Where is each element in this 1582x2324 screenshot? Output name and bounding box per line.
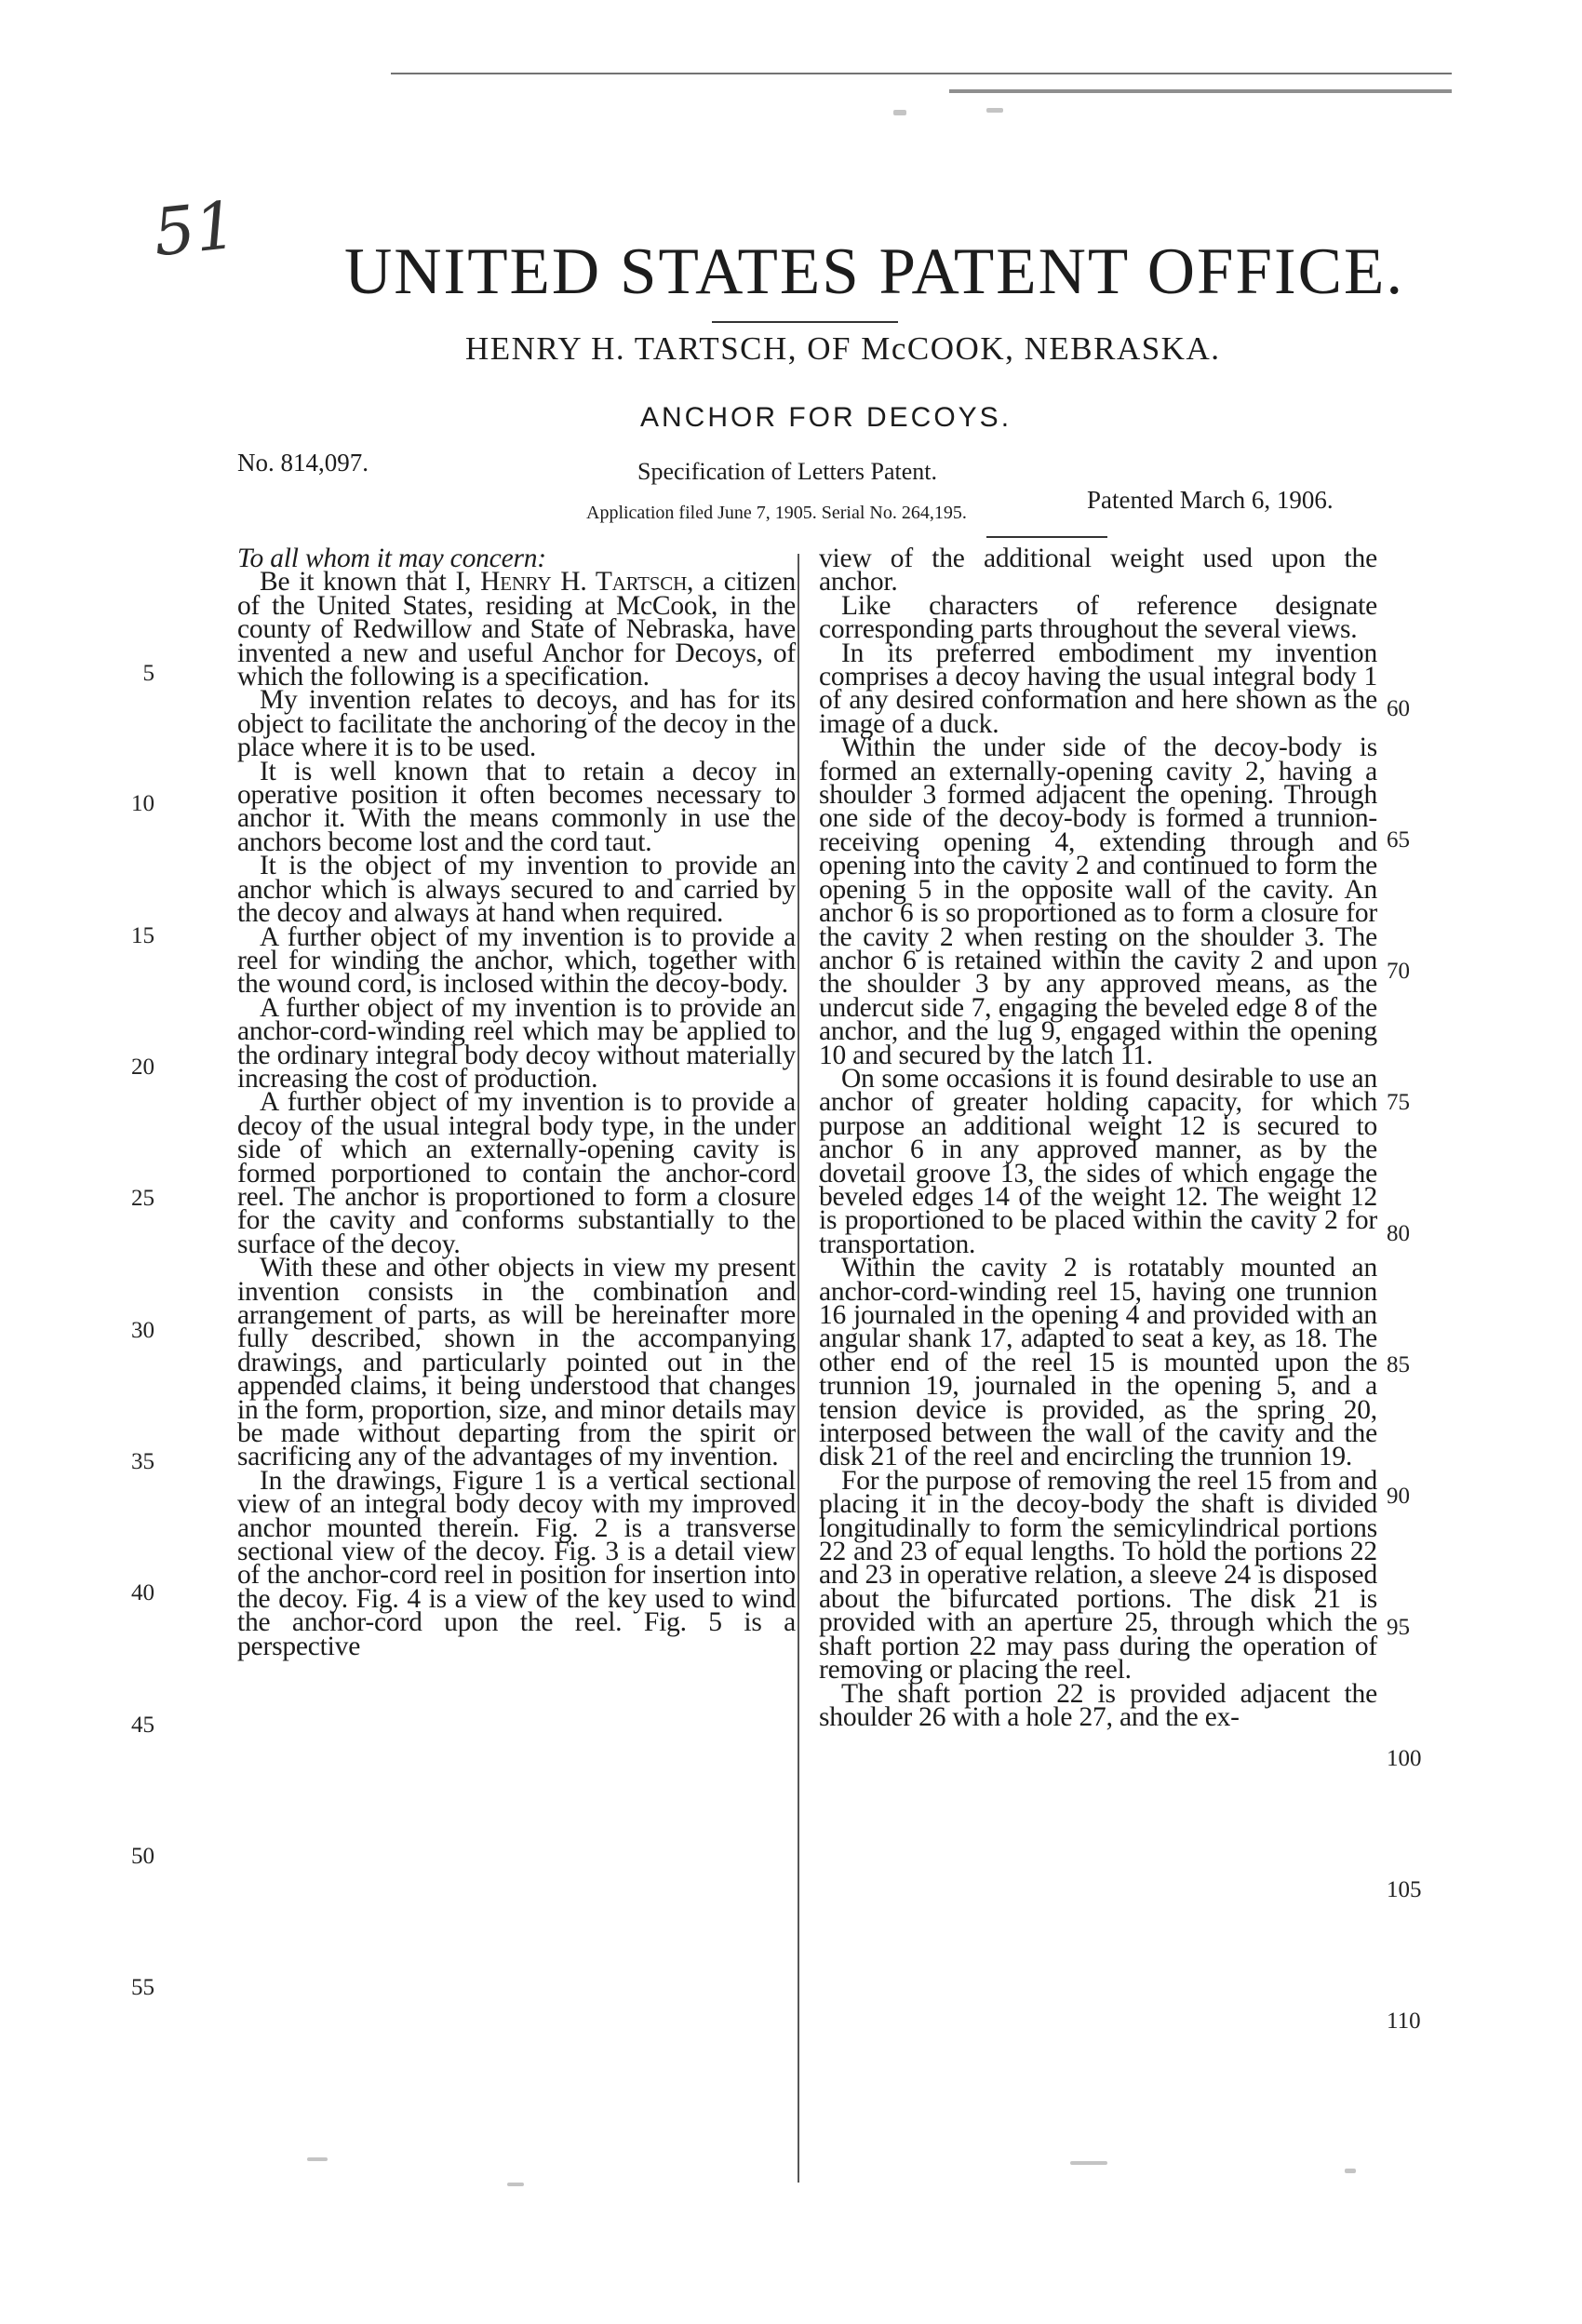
scan-speck	[1070, 2161, 1107, 2165]
invention-subject: ANCHOR FOR DECOYS.	[640, 402, 1012, 433]
line-number: 15	[131, 923, 154, 948]
column-divider	[798, 554, 799, 2183]
paragraph: My invention relates to decoys, and has for its object to facilitate the anchoring of the decoy in the place where it is to be used.	[237, 685, 796, 763]
paragraph: Within the under side of the decoy-body is formed an externally-opening cavity 2, having a shoulder 3 formed adjacent the opening. Through one side of the decoy-body is formed a trunnion-receiving opening 4, extending through and opening into the cavity 2 and continued to form the opening 5 in the opposite wall of the cavity. An anchor 6 is so proportioned as to form a closure for the cavity 2 when resting on the shoulder 3. The anchor 6 is retained within the cavity 2 and upon the shoulder 3 by any approved means, as the undercut side 7, engaging the beveled edge 8 of the anchor, and the lug 9, engaged within the opening 10 and secured by the latch 11.	[819, 732, 1377, 1070]
paragraph: It is the object of my invention to provide an anchor which is always secured to and carried by the decoy and always at hand when required.	[237, 851, 796, 929]
title-rule	[712, 321, 898, 323]
line-number: 75	[1387, 1090, 1410, 1115]
line-number: 90	[1387, 1484, 1410, 1509]
paragraph: With these and other objects in view my present invention consists in the combination and arrangement of parts, as will be hereinafter more fully described, shown in the accompanying drawings, and particularly pointed out in the appended claims, it being understood that changes in the form, proportion, size, and minor details may be made without departing from the spirit or sacrificing any of the advantages of my invention.	[237, 1253, 796, 1472]
paragraph-intro: Be it known that I, Henry H. Tartsch, a citizen of the United States, residing at McCook, in the county of Redwillow and State of Nebraska, have invented a new and useful Anchor for Decoys, of which the following is a specification.	[237, 567, 797, 692]
line-number: 80	[1387, 1221, 1410, 1246]
line-number: 45	[131, 1713, 154, 1738]
line-number: 100	[1387, 1746, 1422, 1771]
margin-note: 51	[149, 186, 241, 272]
paragraph: A further object of my invention is to provide an anchor-cord-winding reel which may be applied to the ordinary integral body decoy without materially increasing the cost of production.	[237, 992, 796, 1094]
right-column	[819, 544, 1377, 1732]
line-number: 40	[131, 1580, 154, 1605]
specification-label: Specification of Letters Patent.	[637, 458, 938, 485]
top-rule	[391, 73, 1452, 74]
line-number: 65	[1387, 827, 1410, 853]
line-number: 60	[1387, 696, 1410, 721]
line-number: 110	[1387, 2008, 1421, 2034]
scan-speck	[893, 110, 906, 115]
line-number: 85	[1387, 1352, 1410, 1377]
left-column	[237, 544, 797, 1661]
application-line: Application filed June 7, 1905. Serial No. 264,195.	[586, 503, 967, 523]
paragraph: A further object of my invention is to provide a decoy of the usual integral body type, in the under side of which an externally-opening cavity is formed porportioned to contain the anchor-cord reel. The anchor is proportioned to form a closure for the cavity and conforms substantially to the surface of the decoy.	[237, 1087, 796, 1259]
paragraph: Like characters of reference designate corresponding parts throughout the several views.	[819, 590, 1377, 645]
paragraph: view of the additional weight used upon the anchor.	[819, 544, 1377, 598]
paragraph: In its preferred embodiment my invention comprises a decoy having the usual integral body 1 of any desired conformation and here shown as the image of a duck.	[819, 638, 1377, 739]
line-number: 30	[131, 1318, 154, 1343]
scan-speck	[507, 2183, 524, 2186]
patented-date: Patented March 6, 1906.	[1087, 486, 1334, 514]
line-number: 10	[131, 791, 154, 816]
top-rule-heavy	[949, 89, 1452, 93]
line-number: 55	[131, 1975, 154, 2000]
line-number: 35	[131, 1449, 154, 1474]
paragraph: In the drawings, Figure 1 is a vertical sectional view of an integral body decoy with my improved anchor mounted therein. Fig. 2 is a transverse sectional view of the decoy. Fig. 3 is a detail view of the anchor-cord reel in position for insertion into the decoy. Fig. 4 is a view of the key used to wind the anchor-cord upon the reel. Fig. 5 is a perspective	[237, 1465, 796, 1661]
inventor-line: HENRY H. TARTSCH, OF McCOOK, NEBRASKA.	[465, 330, 1221, 367]
line-number: 25	[131, 1186, 154, 1211]
paragraph: It is well known that to retain a decoy in operative position it often becomes necessary to anchor it. With the means commonly in use the anchors become lost and the cord taut.	[237, 756, 796, 857]
paragraph: On some occasions it is found desirable to use an anchor of greater holding capacity, for which purpose an additional weight 12 is secured to anchor 6 in any approved manner, as by the dovetail groove 13, the sides of which engage the beveled edges 14 of the weight 12. The weight 12 is proportioned to be placed within the cavity 2 for transportation.	[819, 1063, 1377, 1259]
scan-speck	[307, 2157, 328, 2161]
header-rule	[986, 536, 1107, 538]
line-number: 50	[131, 1844, 154, 1869]
paragraph: For the purpose of removing the reel 15 from and placing it in the decoy-body the shaft is divided longitudinally to form the semicylindrical portions 22 and 23 of equal lengths. To hold the portions 22 and 23 in operative relation, a sleeve 24 is disposed about the bifurcated portions. The disk 21 is provided with an aperture 25, through which the shaft portion 22 may pass during the operation of removing or placing the reel.	[819, 1465, 1377, 1686]
scan-speck	[986, 108, 1003, 113]
paragraph: The shaft portion 22 is provided adjacent the shoulder 26 with a hole 27, and the ex-	[819, 1678, 1377, 1732]
line-number: 95	[1387, 1615, 1410, 1640]
scan-speck	[1345, 2169, 1356, 2173]
inventor-name: Henry H. Tartsch	[480, 567, 688, 598]
line-number: 105	[1387, 1877, 1422, 1902]
line-number: 5	[142, 661, 154, 686]
paragraph: Within the cavity 2 is rotatably mounted an anchor-cord-winding reel 15, having one trunnion 16 journaled in the opening 4 and provided with an angular shank 17, adapted to seat a key, as 18. The other end of the reel 15 is mounted upon the trunnion 19, journaled in the opening 5, and a tension device is provided, as the spring 20, interposed between the wall of the cavity and the disk 21 of the reel and encircling the trunnion 19.	[819, 1253, 1377, 1472]
line-number: 20	[131, 1055, 154, 1080]
patent-number: No. 814,097.	[237, 449, 369, 477]
line-number: 70	[1387, 959, 1410, 984]
office-title: UNITED STATES PATENT OFFICE.	[344, 235, 1405, 308]
salutation: To all whom it may concern:	[237, 544, 546, 573]
paragraph: A further object of my invention is to provide a reel for winding the anchor, which, together with the wound cord, is inclosed within the decoy-body.	[237, 921, 796, 1000]
